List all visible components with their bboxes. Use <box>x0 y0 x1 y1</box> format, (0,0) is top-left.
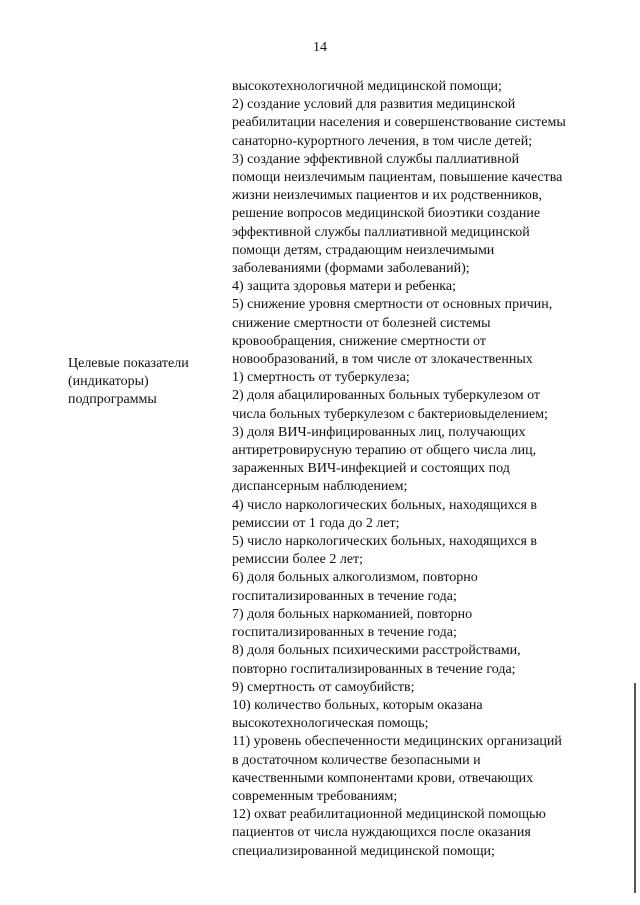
text-line: числа больных туберкулезом с бактериовыделением; <box>232 406 548 422</box>
text-line: 8) доля больных психическими расстройствами, <box>232 643 521 659</box>
text-line: 2) создание условий для развития медицинской <box>232 97 516 113</box>
text-line: 9) смертность от самоубийств; <box>232 679 415 695</box>
text-line: зараженных ВИЧ-инфекцией и состоящих под <box>232 461 510 477</box>
section-label <box>68 355 218 410</box>
text-line: в достаточном количестве безопасными и <box>232 752 481 768</box>
text-line: 4) защита здоровья матери и ребенка; <box>232 279 456 295</box>
text-line: диспансерным наблюдением; <box>232 479 408 495</box>
text-line: помощи детям, страдающим неизлечимыми <box>232 242 495 258</box>
text-line: 12) охват реабилитационной медицинской помощью <box>232 807 546 823</box>
section-label-line: (индикаторы) <box>68 374 149 390</box>
text-line: 7) доля больных наркоманией, повторно <box>232 606 473 622</box>
text-line: высокотехнологичной медицинской помощи; <box>232 79 502 94</box>
section-label-line: Целевые показатели <box>68 356 189 371</box>
text-line: жизни неизлечимых пациентов и их родственников, <box>232 188 542 204</box>
text-line: 2) доля абацилированных больных туберкулезом от <box>232 388 541 404</box>
text-line: 3) создание эффективной службы паллиативной <box>232 151 520 167</box>
text-line: санаторно-курортного лечения, в том числе детей; <box>232 133 533 149</box>
text-line: помощи неизлечимым пациентам, повышение качества <box>232 170 563 186</box>
indicator-list <box>232 78 602 861</box>
text-line: 5) снижение уровня смертности от основных причин, <box>232 297 553 313</box>
text-line: 11) уровень обеспеченности медицинских организаций <box>232 734 562 750</box>
text-line: современным требованиям; <box>232 788 398 804</box>
text-line: повторно госпитализированных в течение года; <box>232 661 516 677</box>
text-line: снижение смертности от болезней системы <box>232 315 491 331</box>
text-line: госпитализированных в течение года; <box>232 588 457 604</box>
text-line: новообразований, в том числе от злокачественных <box>232 352 533 368</box>
page-number: 14 <box>313 40 327 55</box>
text-line: 6) доля больных алкоголизмом, повторно <box>232 570 478 586</box>
text-line: 3) доля ВИЧ-инфицированных лиц, получающих <box>232 424 526 440</box>
text-line: 10) количество больных, которым оказана <box>232 697 483 713</box>
text-line: качественными компонентами крови, отвечающих <box>232 770 534 786</box>
text-line: реабилитации населения и совершенствование системы <box>232 115 566 131</box>
text-line: 1) смертность от туберкулеза; <box>232 370 410 386</box>
text-line: заболеваниями (формами заболеваний); <box>232 261 470 277</box>
text-line: 5) число наркологических больных, находящихся в <box>232 534 538 550</box>
text-line: решение вопросов медицинской биоэтики создание <box>232 206 541 222</box>
text-line: кровообращения, снижение смертности от <box>232 333 486 349</box>
text-line: специализированной медицинской помощи; <box>232 843 495 859</box>
text-line: 4) число наркологических больных, находящихся в <box>232 497 538 513</box>
text-line: ремиссии от 1 года до 2 лет; <box>232 515 400 531</box>
section-label-line: подпрограммы <box>68 392 157 408</box>
text-line: высокотехнологическая помощь; <box>232 716 429 732</box>
text-line: ремиссии более 2 лет; <box>232 552 364 568</box>
text-line: антиретровирусную терапию от общего числа лиц, <box>232 443 537 459</box>
text-line: эффективной службы паллиативной медицинской <box>232 224 530 240</box>
text-line: пациентов от числа нуждающихся после оказания <box>232 825 531 841</box>
page-edge-mark <box>634 683 636 893</box>
text-line: госпитализированных в течение года; <box>232 625 457 641</box>
